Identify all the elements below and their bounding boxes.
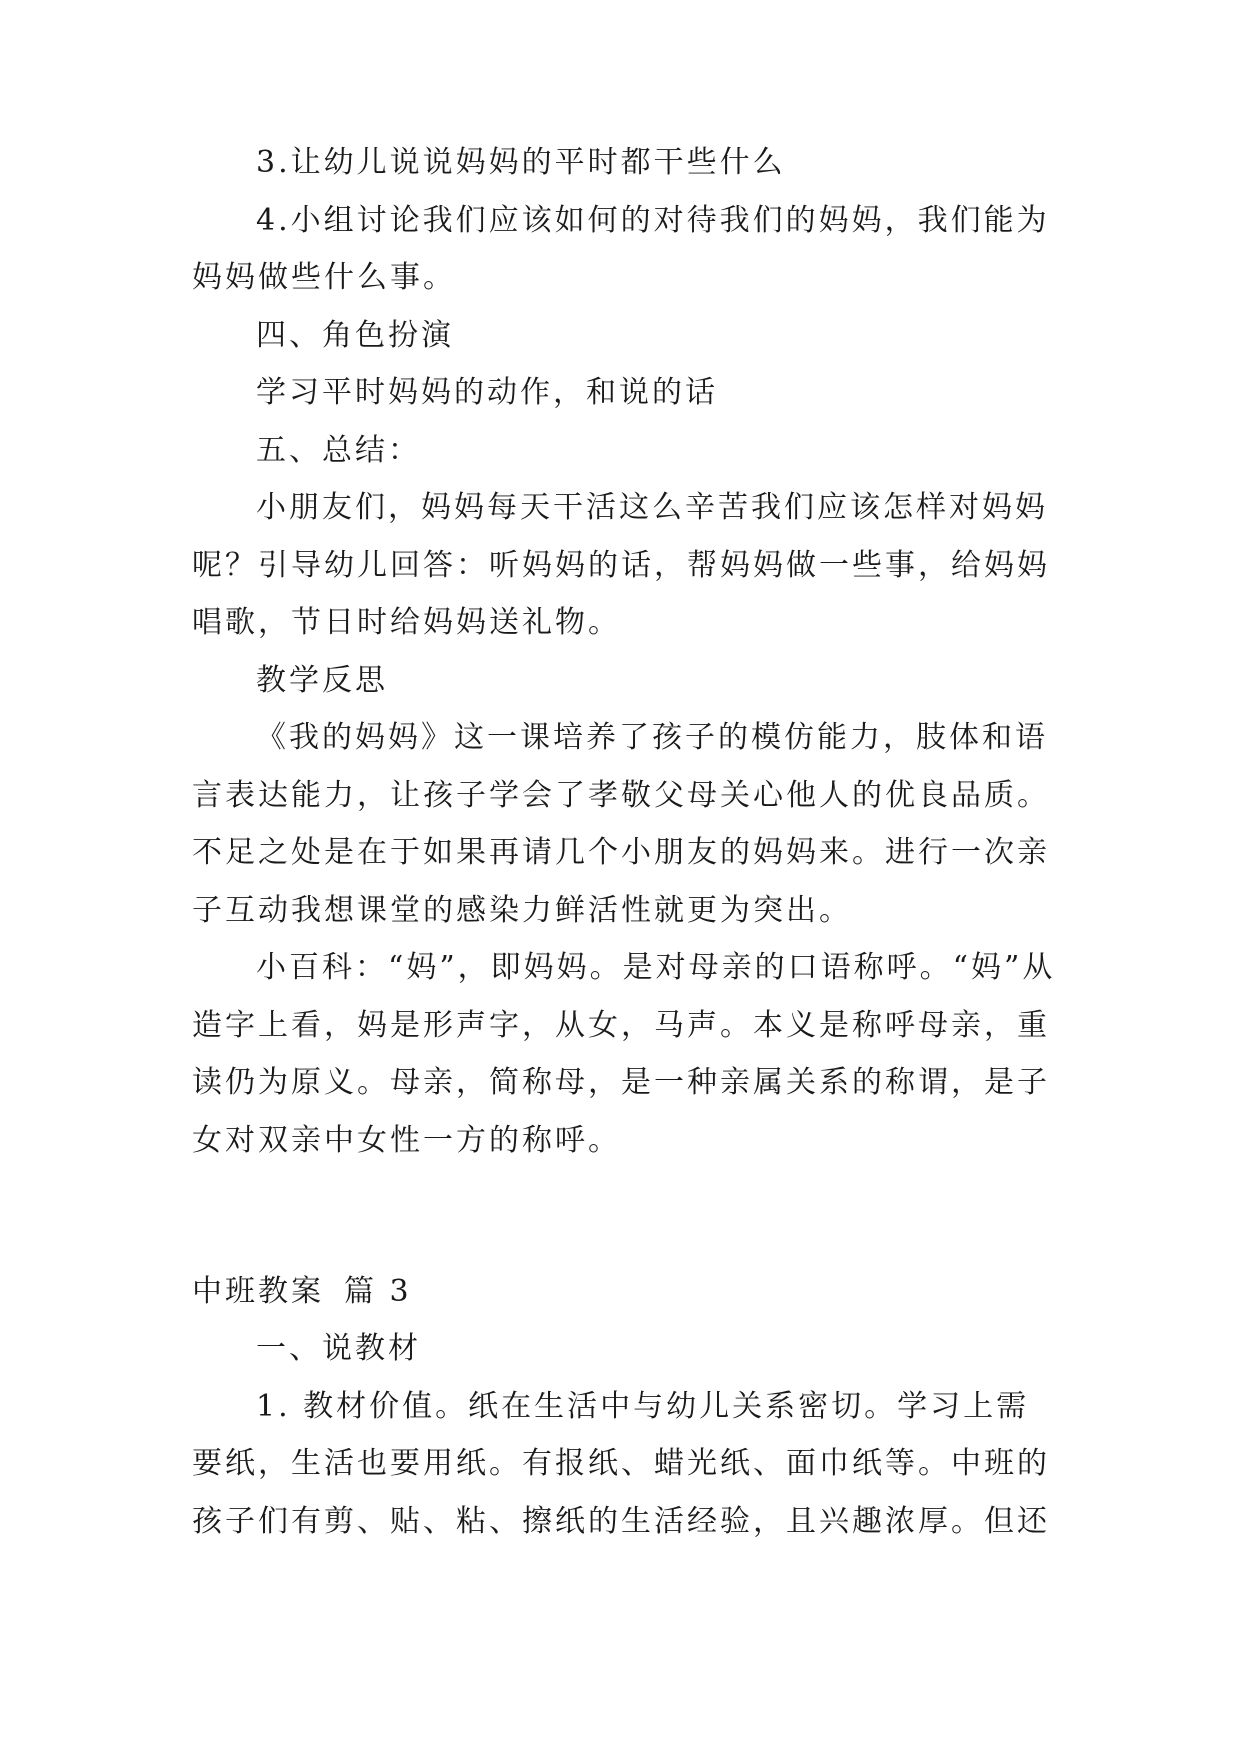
heading-role-play: 四、角色扮演 bbox=[256, 317, 454, 353]
heading-teaching-material: 一、说教材 bbox=[256, 1331, 421, 1366]
section-a-body bbox=[192, 134, 1060, 1169]
paragraph-reflection: 《我的妈妈》这一课培养了孩子的模仿能力，肢体和语言表达能力，让孩子学会了孝敬父母关心他人的优良品质。不足之处是在于如果再请几个小朋友的妈妈来。进行一次亲子互动我想课堂的感染力鲜活性就更为突出。 bbox=[192, 720, 1050, 928]
paragraph-step-3: 3.让幼儿说说妈妈的平时都干些什么 bbox=[256, 145, 786, 180]
paragraph-step-4: 4.小组讨论我们应该如何的对待我们的妈妈，我们能为妈妈做些什么事。 bbox=[192, 202, 1050, 295]
section-number: 篇 3 bbox=[344, 1274, 412, 1309]
paragraph-material-value: 1. 教材价值。纸在生活中与幼儿关系密切。学习上需要纸，生活也要用纸。有报纸、蜡光纸、面巾纸等。中班的孩子们有剪、贴、粘、擦纸的生活经验，且兴趣浓厚。但还 bbox=[192, 1388, 1050, 1539]
paragraph-encyclopedia: 小百科：“妈”，即妈妈。是对母亲的口语称呼。“妈”从造字上看，妈是形声字，从女，马声。本义是称呼母亲，重读仍为原义。母亲，简称母，是一种亲属关系的称谓，是子女对双亲中女性一方的称呼。 bbox=[192, 950, 1056, 1158]
paragraph-summary: 小朋友们，妈妈每天干活这么辛苦我们应该怎样对妈妈呢？引导幼儿回答：听妈妈的话，帮妈妈做一些事，给妈妈唱歌，节日时给妈妈送礼物。 bbox=[192, 490, 1050, 640]
section-title: 中班教案 bbox=[192, 1274, 324, 1309]
section-b-body bbox=[192, 1320, 1060, 1550]
paragraph-role-play: 学习平时妈妈的动作，和说的话 bbox=[256, 375, 718, 410]
heading-reflection: 教学反思 bbox=[256, 662, 388, 698]
section-b-title bbox=[192, 1263, 412, 1321]
heading-summary: 五、总结： bbox=[256, 432, 421, 468]
